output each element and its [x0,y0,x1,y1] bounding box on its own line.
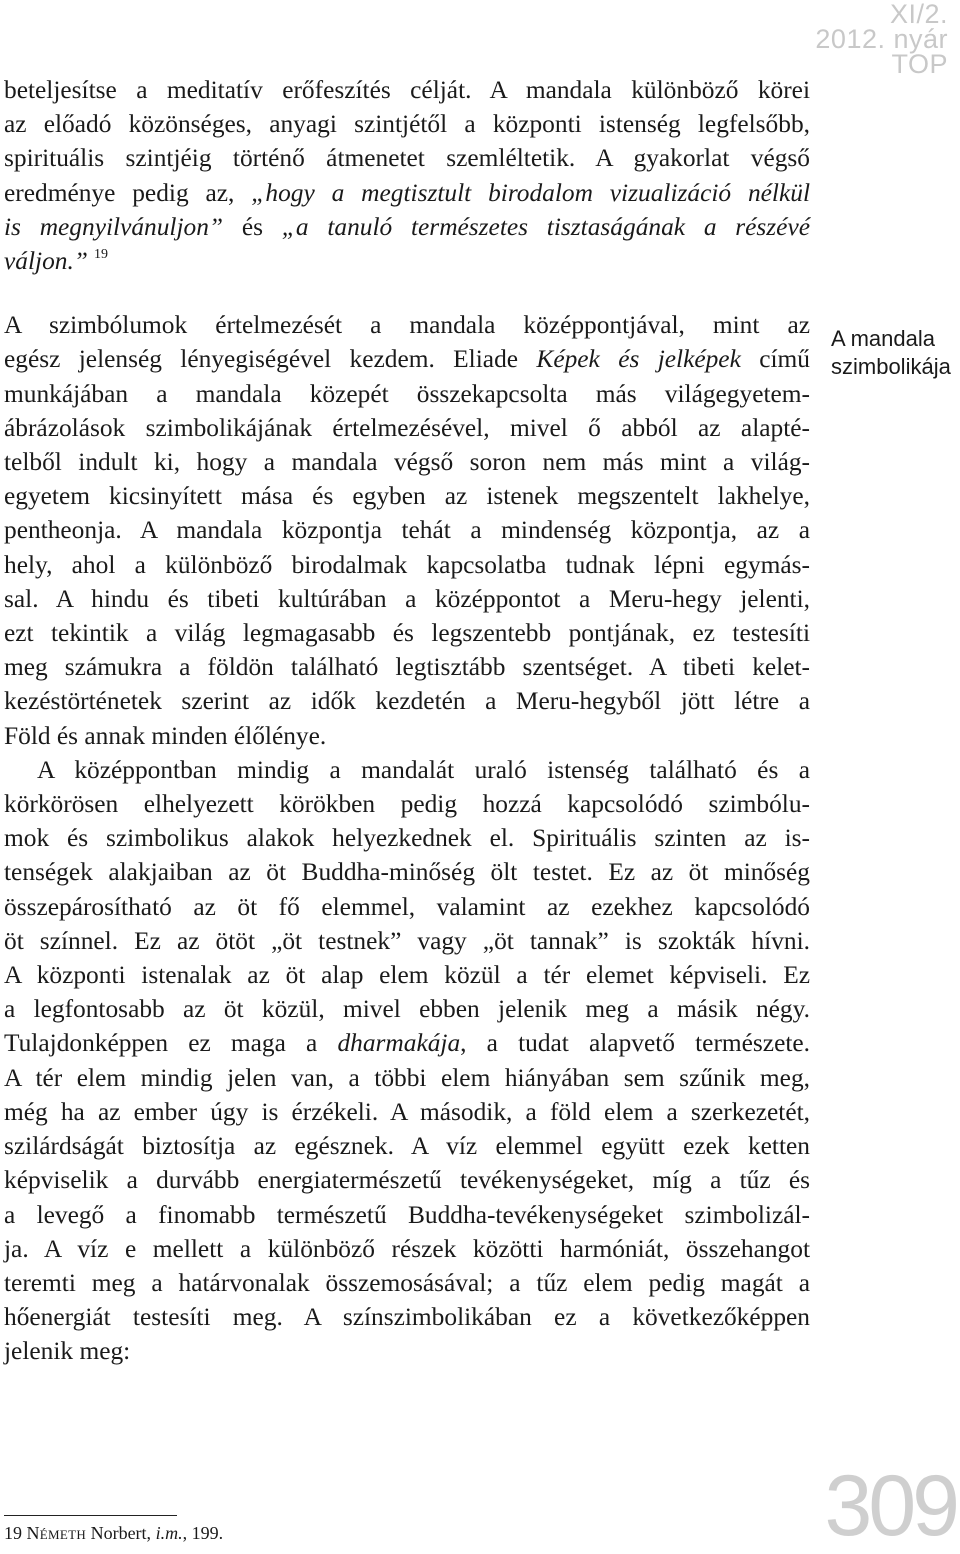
text-line: jelenik meg: [4,1337,131,1366]
text-line [4,1026,810,1060]
text-run: és [223,212,282,241]
text-line: A központi istenalak az öt alap elem közül a tér elemet képviseli. Ez [4,961,810,990]
text-line: munkájában a mandala közepét összekapcsolta más világegyetem- [4,379,810,408]
quote-italic: „a tanuló természetes tisztaságának a részévé [281,212,810,241]
text-line: kezéstörténetek szerint az idők kezdetén a Meru-hegyből jött létre a [4,687,810,716]
text-run: eredménye pedig az, [4,178,252,207]
text-line: képviselik a durvább energiatermészetű tevékenységeket, míg a tűz és [4,1166,810,1195]
footnote-italic: i.m. [155,1523,183,1543]
text-line: spirituális szintjéig történő átmenetet szemléltetik. A gyakorlat végső [4,144,810,173]
text-run: Norbert, [86,1523,156,1543]
text-line: ezt tekintik a világ legmagasabb és legszentebb pontjának, ez testesíti [4,619,810,648]
text-line: hőenergiát testesíti meg. A színszimbolikában ez a következőképpen [4,1303,810,1332]
text-line: Föld és annak minden élőlénye. [4,721,327,750]
text-line: A szimbólumok értelmezését a mandala középpontjával, mint az [4,311,810,340]
header-issue: XI/2. [889,0,948,29]
text-run: , a tudat alapvető természete. [460,1029,811,1058]
text-line: a legfontosabb az öt közül, mivel ebben jelenik meg a másik négy. [4,995,810,1024]
text-line: az előadó közönséges, anyagi szintjétől a központi istenség legfelsőbb, [4,110,810,139]
paragraph-1 [4,73,810,278]
text-line: beteljesítse a meditatív erőfeszítés célját. A mandala különböző körei [4,76,810,104]
book-title-italic: Képek és jelképek [536,345,741,374]
text-line: meg számukra a földön található legtisztább szentséget. A tibeti kelet- [4,653,810,682]
text-line: ábrázolások szimbolikájának értelmezésével, mivel ő abból az alapté- [4,413,810,442]
body-text [4,73,810,1369]
text-line: telből indult ki, hogy a mandala végső soron nem más mint a világ- [4,448,810,477]
margin-note-line: szimbolikája [831,354,951,379]
footnote [4,1522,223,1544]
text-line [4,244,810,278]
text-line: szilárdságát biztosítja az egésznek. A víz elemmel együtt ezek ketten [4,1132,810,1161]
text-line: körkörösen elhelyezett körökben pedig hozzá kapcsolódó szimbólu- [4,790,810,819]
text-line: tenségek alakjaiban az öt Buddha-minőség ölt testet. Ez az öt minőség [4,858,810,887]
text-line: teremti meg a határvonalak összemosásával; a tűz elem pedig magát a [4,1268,810,1297]
footnote-divider [4,1515,177,1516]
text-run: , 199. [182,1523,224,1543]
text-line [4,342,810,376]
text-run: Tulajdonképpen ez maga a [4,1029,338,1058]
text-line: sal. A hindu és tibeti kultúrában a középpontot a Meru-hegy jelenti, [4,584,810,613]
text-line: ja. A víz e mellett a különböző részek közötti harmóniát, összehangot [4,1234,810,1263]
footnote-reference[interactable]: 19 [93,247,108,263]
text-line [4,210,810,244]
quote-italic: is megnyilvánuljon” [4,212,224,241]
text-line [4,176,810,210]
header-journal: TOP [891,49,948,79]
quote-italic: „hogy a megtisztult birodalom vizualizáció nélkül [251,178,810,207]
text-line: összepárosítható az öt fő elemmel, valamint az ezekhez kapcsolódó [4,892,810,921]
text-line: még ha az ember úgy is érzékeli. A második, a föld elem a szerkezetét, [4,1097,810,1126]
text-line: pentheonja. A mandala központja tehát a mindenség központja, az a [4,516,810,545]
paragraph-3 [4,753,810,1369]
running-header [815,2,948,77]
text-line: a levegő a finomabb természetű Buddha-tevékenységeket szimbolizál- [4,1200,810,1229]
term-italic: dharmakája [337,1029,461,1058]
footnote-author: Németh [26,1523,87,1543]
quote-italic: váljon.” [4,247,88,276]
margin-note [831,325,959,381]
text-line: mok és szimbolikus alakok helyezkednek el. Spirituális szinten az is- [4,824,810,853]
text-run: című [740,345,810,374]
text-line: egyetem kicsinyített mása és egyben az istenek megszentelt lakhelye, [4,482,810,511]
text-run: egész jelenség lényegiségével kezdem. Eliade [4,345,537,374]
footnote-number: 19 [4,1523,27,1543]
paragraph-2 [4,308,810,753]
text-line: hely, ahol a különböző birodalmak kapcsolatba tudnak lépni egymás- [4,550,810,579]
text-line: A középpontban mindig a mandalát uraló istenség található és a [37,755,810,784]
header-date: 2012. nyár [815,24,948,54]
margin-note-line: A mandala [831,326,935,351]
page-number: 309 [824,1458,956,1554]
text-line: A tér elem mindig jelen van, a többi elem hiányában sem szűnik meg, [4,1063,810,1092]
text-line: öt színnel. Ez az ötöt „öt testnek” vagy „öt tannak” is szokták hívni. [4,926,810,955]
